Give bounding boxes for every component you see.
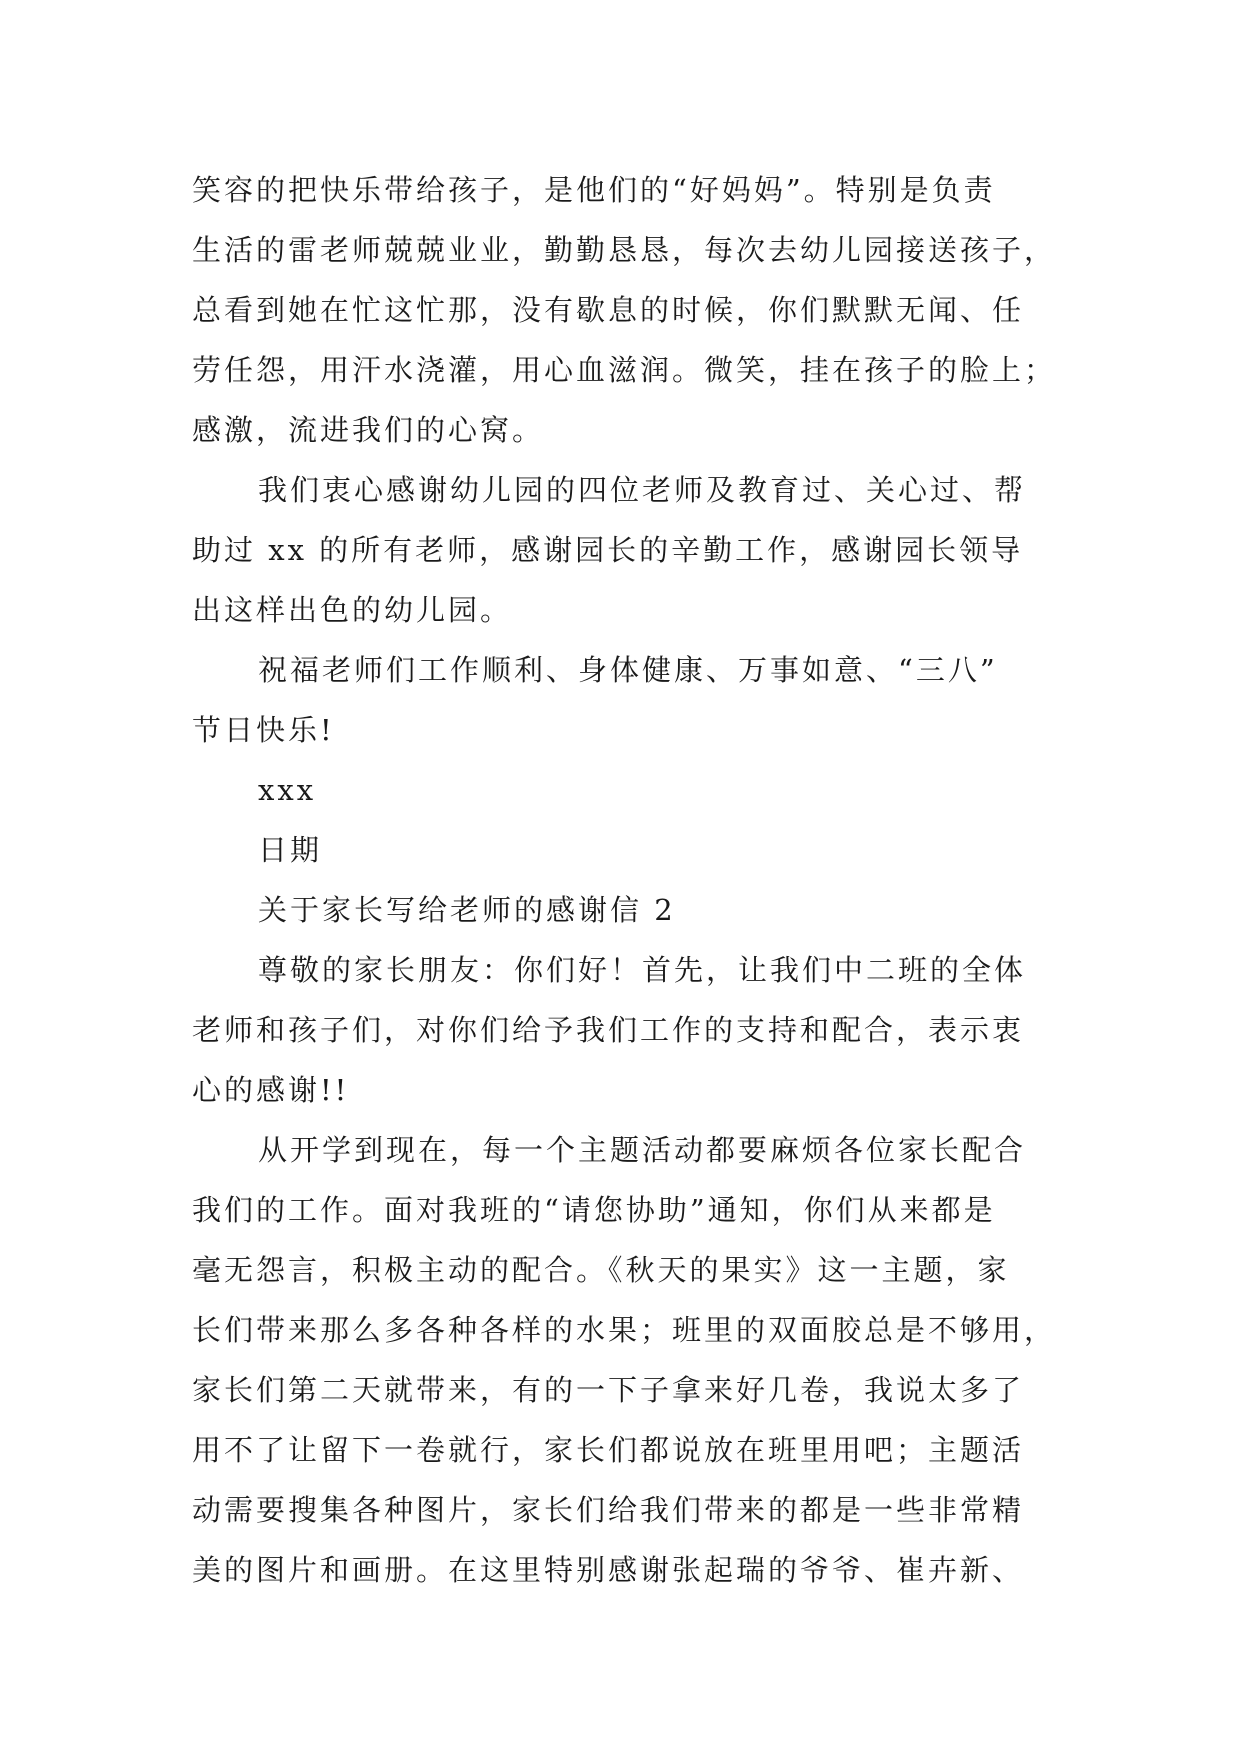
text-line: 动需要搜集各种图片，家长们给我们带来的都是一些非常精	[192, 1493, 1025, 1527]
paragraph-start-line: 我们衷心感谢幼儿园的四位老师及教育过、关心过、帮	[258, 473, 1027, 507]
text-line: 生活的雷老师兢兢业业，勤勤恳恳，每次去幼儿园接送孩子，	[192, 233, 1057, 267]
text-line: 用不了让留下一卷就行，家长们都说放在班里用吧；主题活	[192, 1433, 1025, 1467]
section-title: 关于家长写给老师的感谢信 2	[258, 893, 676, 927]
paragraph-start-line: 尊敬的家长朋友：你们好！首先，让我们中二班的全体	[258, 953, 1027, 987]
text-line: 我们的工作。面对我班的“请您协助”通知，你们从来都是	[192, 1193, 996, 1227]
text-line: 笑容的把快乐带给孩子，是他们的“好妈妈”。特别是负责	[192, 173, 996, 207]
text-line: 心的感谢!!	[192, 1073, 350, 1107]
document-body	[192, 160, 1072, 1600]
signature-date: 日期	[258, 833, 323, 867]
text-line: 毫无怨言，积极主动的配合。《秋天的果实》这一主题，家	[192, 1253, 1010, 1287]
text-line: 老师和孩子们，对你们给予我们工作的支持和配合，表示衷	[192, 1013, 1025, 1047]
text-line: 长们带来那么多各种各样的水果；班里的双面胶总是不够用，	[192, 1313, 1057, 1347]
text-line: 劳任怨，用汗水浇灌，用心血滋润。微笑，挂在孩子的脸上；	[192, 353, 1057, 387]
text-line: 感激，流进我们的心窝。	[192, 413, 545, 447]
paragraph-start-line: 从开学到现在，每一个主题活动都要麻烦各位家长配合	[258, 1133, 1027, 1167]
text-line: 助过 xx 的所有老师，感谢园长的辛勤工作，感谢园长领导	[192, 533, 1024, 567]
text-line: 家长们第二天就带来，有的一下子拿来好几卷，我说太多了	[192, 1373, 1025, 1407]
paragraph-start-line: 祝福老师们工作顺利、身体健康、万事如意、“三八”	[258, 653, 998, 687]
signature-name: xxx	[258, 773, 317, 807]
text-line: 总看到她在忙这忙那，没有歇息的时候，你们默默无闻、任	[192, 293, 1025, 327]
text-line: 出这样出色的幼儿园。	[192, 593, 513, 627]
text-line: 美的图片和画册。在这里特别感谢张起瑞的爷爷、崔卉新、	[192, 1553, 1025, 1587]
text-line: 节日快乐!	[192, 713, 335, 747]
